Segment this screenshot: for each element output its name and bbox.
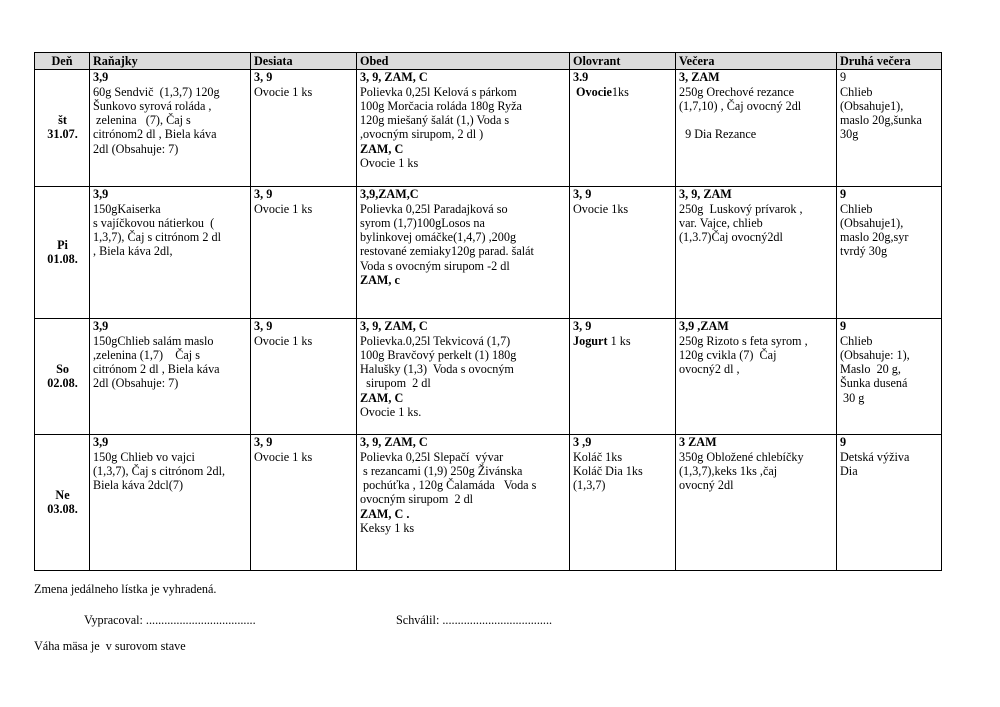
menu-line: [360, 230, 567, 244]
breakfast-cell: [90, 187, 251, 319]
menu-line-text-rest: 1ks: [611, 84, 629, 99]
day-cell: [35, 187, 90, 319]
menu-line-text: Polievka 0,25l Paradajková so: [360, 201, 508, 216]
menu-line-text: 30g: [840, 127, 859, 142]
snack-cell: [251, 70, 357, 187]
day-name: Ne: [55, 487, 70, 502]
menu-line: [93, 99, 248, 113]
menu-line-text: (1,3.7)Čaj ovocný2dl: [679, 230, 783, 245]
menu-line-text: 3, 9: [254, 70, 273, 85]
menu-line: [840, 348, 939, 362]
menu-line: [360, 478, 567, 492]
menu-line-text: 3, 9, ZAM, C: [360, 319, 428, 334]
menu-line: [573, 450, 673, 464]
day-cell: [35, 319, 90, 435]
approved-by-label: Schválil: ....................................: [396, 613, 553, 627]
snack-cell: [251, 319, 357, 435]
day-date: 02.08.: [47, 375, 78, 390]
column-header-snack: Desiata: [251, 53, 357, 70]
menu-line-text: 3,9: [93, 435, 109, 450]
menu-line: [93, 362, 248, 376]
menu-line: [679, 464, 834, 478]
menu-line: [93, 319, 248, 333]
menu-line: [679, 334, 834, 348]
menu-line: [679, 85, 834, 99]
menu-line: [840, 244, 939, 258]
menu-line-text: 9: [840, 435, 847, 450]
dinner-cell: [676, 319, 837, 435]
menu-line-text: Polievka.0,25l Tekvicová (1,7): [360, 333, 511, 348]
menu-line-text: Chlieb: [840, 333, 873, 348]
menu-line: [840, 113, 939, 127]
menu-line-text: Ovocie 1ks: [573, 201, 629, 216]
menu-table: [34, 52, 942, 571]
menu-line: [93, 127, 248, 141]
menu-line: [573, 85, 673, 99]
menu-line: [360, 334, 567, 348]
menu-line: [679, 113, 834, 127]
menu-line-text: ZAM, C: [360, 390, 404, 405]
second-dinner-cell: [837, 319, 942, 435]
second-dinner-cell: [837, 187, 942, 319]
menu-line-text: Keksy 1 ks: [360, 521, 415, 536]
day-name: št: [58, 113, 67, 127]
menu-line-text: Chlieb: [840, 84, 873, 99]
menu-line-text: Polievka 0,25l Slepačí vývar: [360, 449, 504, 464]
menu-line-text: (1,3,7),keks 1ks ,čaj: [679, 463, 778, 478]
menu-line: [93, 376, 248, 390]
menu-line: [840, 216, 939, 230]
day-date: 03.08.: [47, 501, 78, 516]
menu-line: [679, 230, 834, 244]
menu-line: [360, 187, 567, 201]
menu-line: [360, 319, 567, 333]
prepared-by-label: Vypracoval: ....................................: [84, 613, 256, 627]
second-dinner-cell: [837, 435, 942, 571]
menu-line: [679, 216, 834, 230]
menu-line-text: Voda s ovocným sirupom -2 dl: [360, 258, 510, 273]
column-header-second-dinner: Druhá večera: [837, 53, 942, 70]
menu-line-text: 3, 9, ZAM: [679, 187, 732, 202]
menu-line: [573, 464, 673, 478]
menu-line-text: 250g Rizoto s feta syrom ,: [679, 333, 808, 348]
menu-line: [360, 405, 567, 419]
column-header-dinner: Večera: [676, 53, 837, 70]
menu-line-text: 3 ZAM: [679, 435, 717, 450]
menu-line: [840, 362, 939, 376]
menu-line: [360, 507, 567, 521]
menu-line: [93, 334, 248, 348]
menu-line-text: (Obsahuje1),: [840, 98, 904, 113]
column-header-breakfast: Raňajky: [90, 53, 251, 70]
menu-line-text: sirupom 2 dl: [360, 376, 431, 391]
menu-line: [93, 70, 248, 84]
menu-line: [93, 187, 248, 201]
menu-line-text: Šunkovo syrová roláda ,: [93, 98, 212, 113]
menu-line: [254, 187, 354, 201]
menu-line: [93, 113, 248, 127]
menu-line: [93, 478, 248, 492]
afternoon-snack-cell: [570, 435, 676, 571]
menu-line-text: Ovocie 1 ks: [254, 333, 313, 348]
menu-line-text: 3,9: [93, 187, 109, 202]
menu-line: [254, 85, 354, 99]
menu-line-text: 9: [840, 187, 847, 202]
menu-body: [35, 70, 942, 571]
lunch-cell: [357, 70, 570, 187]
menu-line: [254, 435, 354, 449]
menu-line-text: 2dl (Obsahuje: 7): [93, 376, 179, 391]
menu-line-text: , Biela káva 2dl,: [93, 244, 173, 259]
menu-line-text: (Obsahuje1),: [840, 215, 904, 230]
menu-line-text: syrom (1,7)100gLosos na: [360, 215, 485, 230]
menu-day-row: [35, 319, 942, 435]
day-cell: [35, 70, 90, 187]
menu-line: [573, 319, 673, 333]
menu-line-text: Halušky (1,3) Voda s ovocným: [360, 362, 514, 377]
menu-line-text: (Obsahuje: 1),: [840, 347, 910, 362]
change-notice: Zmena jedálneho lístka je vyhradená.: [34, 582, 217, 596]
afternoon-snack-cell: [570, 319, 676, 435]
menu-line: [360, 244, 567, 258]
day-name: Pi: [57, 237, 68, 252]
menu-line: [840, 376, 939, 390]
menu-line-text: pochúťka , 120g Čalamáda Voda s: [360, 478, 537, 493]
menu-line: [679, 478, 834, 492]
menu-line: [360, 202, 567, 216]
menu-line-text: Ovocie 1 ks: [254, 449, 313, 464]
menu-line: [840, 127, 939, 141]
lunch-cell: [357, 187, 570, 319]
day-cell: [35, 435, 90, 571]
menu-line-text: 3, 9: [254, 187, 273, 202]
menu-line: [360, 156, 567, 170]
menu-line-text: 3,9: [93, 70, 109, 85]
menu-line: [679, 362, 834, 376]
menu-line-text: 100g Morčacia roláda 180g Ryža: [360, 98, 522, 113]
menu-line: [93, 464, 248, 478]
menu-line-text: citrónom2 dl , Biela káva: [93, 127, 217, 142]
menu-line: [93, 450, 248, 464]
snack-cell: [251, 187, 357, 319]
menu-line: [679, 127, 834, 141]
second-dinner-cell: [837, 70, 942, 187]
menu-line-text: citrónom 2 dl , Biela káva: [93, 362, 220, 377]
menu-line: [840, 391, 939, 405]
menu-line-text: (1,3,7), Čaj s citrónom 2dl,: [93, 463, 226, 478]
menu-line: [840, 230, 939, 244]
menu-line: [573, 70, 673, 84]
menu-line-text: Ovocie 1 ks.: [360, 405, 422, 420]
menu-line-text: 250g Luskový prívarok ,: [679, 201, 803, 216]
afternoon-snack-cell: [570, 187, 676, 319]
menu-line: [679, 348, 834, 362]
menu-line: [360, 216, 567, 230]
menu-line-text: 9 Dia Rezance: [679, 127, 757, 142]
menu-line-text: 3,9: [93, 319, 109, 334]
menu-line-text: 120g cvikla (7) Čaj: [679, 347, 777, 362]
menu-line-text: var. Vajce, chlieb: [679, 215, 763, 230]
menu-line: [93, 142, 248, 156]
menu-line: [93, 202, 248, 216]
day-date: 01.08.: [47, 251, 78, 266]
menu-line-text: ,ovocným sirupom, 2 dl ): [360, 127, 484, 142]
menu-line-text: 9: [840, 319, 847, 334]
menu-line-text: Maslo 20 g,: [840, 362, 901, 377]
column-header-lunch: Obed: [357, 53, 570, 70]
menu-line-text: maslo 20g,syr: [840, 230, 909, 245]
menu-line-text: 3 ,9: [573, 435, 592, 450]
menu-line: [679, 99, 834, 113]
menu-line: [360, 273, 567, 287]
menu-line-text: 3, 9, ZAM, C: [360, 435, 428, 450]
menu-line-text: 3, 9: [573, 319, 592, 334]
menu-line: [360, 435, 567, 449]
menu-line: [573, 187, 673, 201]
menu-line-text: Ovocie 1 ks: [254, 201, 313, 216]
menu-day-row: [35, 435, 942, 571]
menu-line: [573, 478, 673, 492]
menu-day-row: [35, 70, 942, 187]
menu-line-text: 1,3,7), Čaj s citrónom 2 dl: [93, 230, 221, 245]
menu-line: [360, 450, 567, 464]
menu-line-text: Biela káva 2dcl(7): [93, 478, 184, 493]
afternoon-snack-cell: [570, 70, 676, 187]
menu-line-text: 3.9: [573, 70, 589, 85]
menu-line-text: bylinkovej omáčke(1,4,7) ,200g: [360, 230, 517, 245]
header-row: [35, 53, 942, 70]
menu-line: [840, 319, 939, 333]
menu-line: [93, 244, 248, 258]
menu-line: [254, 319, 354, 333]
menu-line: [573, 435, 673, 449]
menu-line: [254, 450, 354, 464]
menu-line: [360, 127, 567, 141]
menu-line: [679, 435, 834, 449]
menu-line-text: 150g Chlieb vo vajci: [93, 449, 195, 464]
menu-line-text: Ovocie: [573, 84, 612, 99]
menu-line-text: Koláč Dia 1ks: [573, 463, 643, 478]
menu-line-text: 3,9,ZAM,C: [360, 187, 419, 202]
menu-day-row: [35, 187, 942, 319]
menu-line: [93, 348, 248, 362]
menu-line: [360, 348, 567, 362]
menu-line-text: ZAM, c: [360, 273, 400, 288]
menu-line: [360, 492, 567, 506]
dinner-cell: [676, 187, 837, 319]
menu-line-text: 3, 9: [254, 435, 273, 450]
menu-line-text: s rezancami (1,9) 250g Živánska: [360, 463, 523, 478]
menu-line: [840, 85, 939, 99]
menu-line-text: ,zelenina (1,7) Čaj s: [93, 347, 200, 362]
menu-line: [93, 216, 248, 230]
menu-line-text: 120g miešaný šalát (1,) Voda s: [360, 113, 510, 128]
menu-line-text: (1,7,10) , Čaj ovocný 2dl: [679, 98, 802, 113]
menu-line: [360, 142, 567, 156]
menu-line-text: Šunka dusená: [840, 376, 908, 391]
menu-line-text: ovocným sirupom 2 dl: [360, 492, 474, 507]
meat-weight-note: Váha mäsa je v surovom stave: [34, 639, 186, 653]
menu-line: [93, 85, 248, 99]
menu-line: [573, 334, 673, 348]
menu-line: [360, 391, 567, 405]
dinner-cell: [676, 70, 837, 187]
breakfast-cell: [90, 435, 251, 571]
menu-line-text: 350g Obložené chlebíčky: [679, 449, 804, 464]
menu-line-text: Chlieb: [840, 201, 873, 216]
menu-line: [93, 435, 248, 449]
menu-line-text: Koláč 1ks: [573, 449, 623, 464]
menu-line-text: 100g Bravčový perkelt (1) 180g: [360, 347, 517, 362]
menu-line-text: s vajíčkovou nátierkou (: [93, 215, 215, 230]
menu-line-text: 150gChlieb salám maslo: [93, 333, 214, 348]
menu-line: [679, 187, 834, 201]
menu-line: [840, 435, 939, 449]
menu-line: [360, 113, 567, 127]
menu-line: [840, 334, 939, 348]
menu-line: [360, 70, 567, 84]
day-date: 31.07.: [47, 127, 78, 142]
menu-line-text: Ovocie 1 ks: [254, 84, 313, 99]
menu-line: [679, 450, 834, 464]
menu-line-text: ovocný 2dl: [679, 478, 734, 493]
lunch-cell: [357, 435, 570, 571]
menu-line-text: 250g Orechové rezance: [679, 84, 795, 99]
day-name: So: [56, 361, 69, 376]
menu-line-text: Jogurt: [573, 333, 608, 348]
menu-line: [360, 376, 567, 390]
breakfast-cell: [90, 70, 251, 187]
menu-line: [360, 85, 567, 99]
menu-line: [254, 334, 354, 348]
menu-line-text: 3, 9: [573, 187, 592, 202]
breakfast-cell: [90, 319, 251, 435]
menu-line-text: 3,9 ,ZAM: [679, 319, 729, 334]
column-header-day: Deň: [35, 53, 90, 70]
lunch-cell: [357, 319, 570, 435]
menu-line: [840, 202, 939, 216]
menu-line-text: 3, ZAM: [679, 70, 720, 85]
menu-line: [254, 70, 354, 84]
menu-line-text: restované zemiaky120g parad. šalát: [360, 244, 534, 259]
menu-line: [840, 70, 939, 84]
menu-line-text: 30 g: [840, 390, 865, 405]
menu-line: [254, 202, 354, 216]
menu-line-text: ZAM, C .: [360, 506, 410, 521]
menu-line: [840, 450, 939, 464]
menu-line: [360, 521, 567, 535]
dinner-cell: [676, 435, 837, 571]
menu-line: [679, 202, 834, 216]
column-header-afternoon-snack: Olovrant: [570, 53, 676, 70]
menu-line-text: tvrdý 30g: [840, 244, 888, 259]
menu-line: [679, 319, 834, 333]
menu-line: [573, 202, 673, 216]
menu-line-text: Dia: [840, 463, 858, 478]
menu-line-text: Ovocie 1 ks: [360, 156, 419, 171]
menu-line-text: (1,3,7): [573, 478, 606, 493]
menu-line-text: maslo 20g,šunka: [840, 113, 922, 128]
menu-line-text-rest: 1 ks: [607, 333, 631, 348]
menu-line-text: 9: [840, 70, 847, 85]
menu-line: [360, 259, 567, 273]
menu-line: [840, 99, 939, 113]
menu-line-text: 3, 9: [254, 319, 273, 334]
menu-line-text: Detská výživa: [840, 449, 910, 464]
menu-line: [360, 99, 567, 113]
menu-line: [360, 362, 567, 376]
menu-line: [360, 464, 567, 478]
menu-line: [840, 464, 939, 478]
menu-line-text: Polievka 0,25l Kelová s párkom: [360, 84, 517, 99]
menu-line: [840, 187, 939, 201]
menu-line-text: ovocný2 dl ,: [679, 362, 740, 377]
menu-line-text: ZAM, C: [360, 141, 404, 156]
menu-line-text: 3, 9, ZAM, C: [360, 70, 428, 85]
menu-line-text: 2dl (Obsahuje: 7): [93, 141, 179, 156]
menu-line: [679, 70, 834, 84]
menu-line-text: 150gKaiserka: [93, 201, 161, 216]
snack-cell: [251, 435, 357, 571]
menu-line-text: 60g Sendvič (1,3,7) 120g: [93, 84, 220, 99]
menu-line: [93, 230, 248, 244]
menu-line-text: zelenina (7), Čaj s: [93, 113, 191, 128]
